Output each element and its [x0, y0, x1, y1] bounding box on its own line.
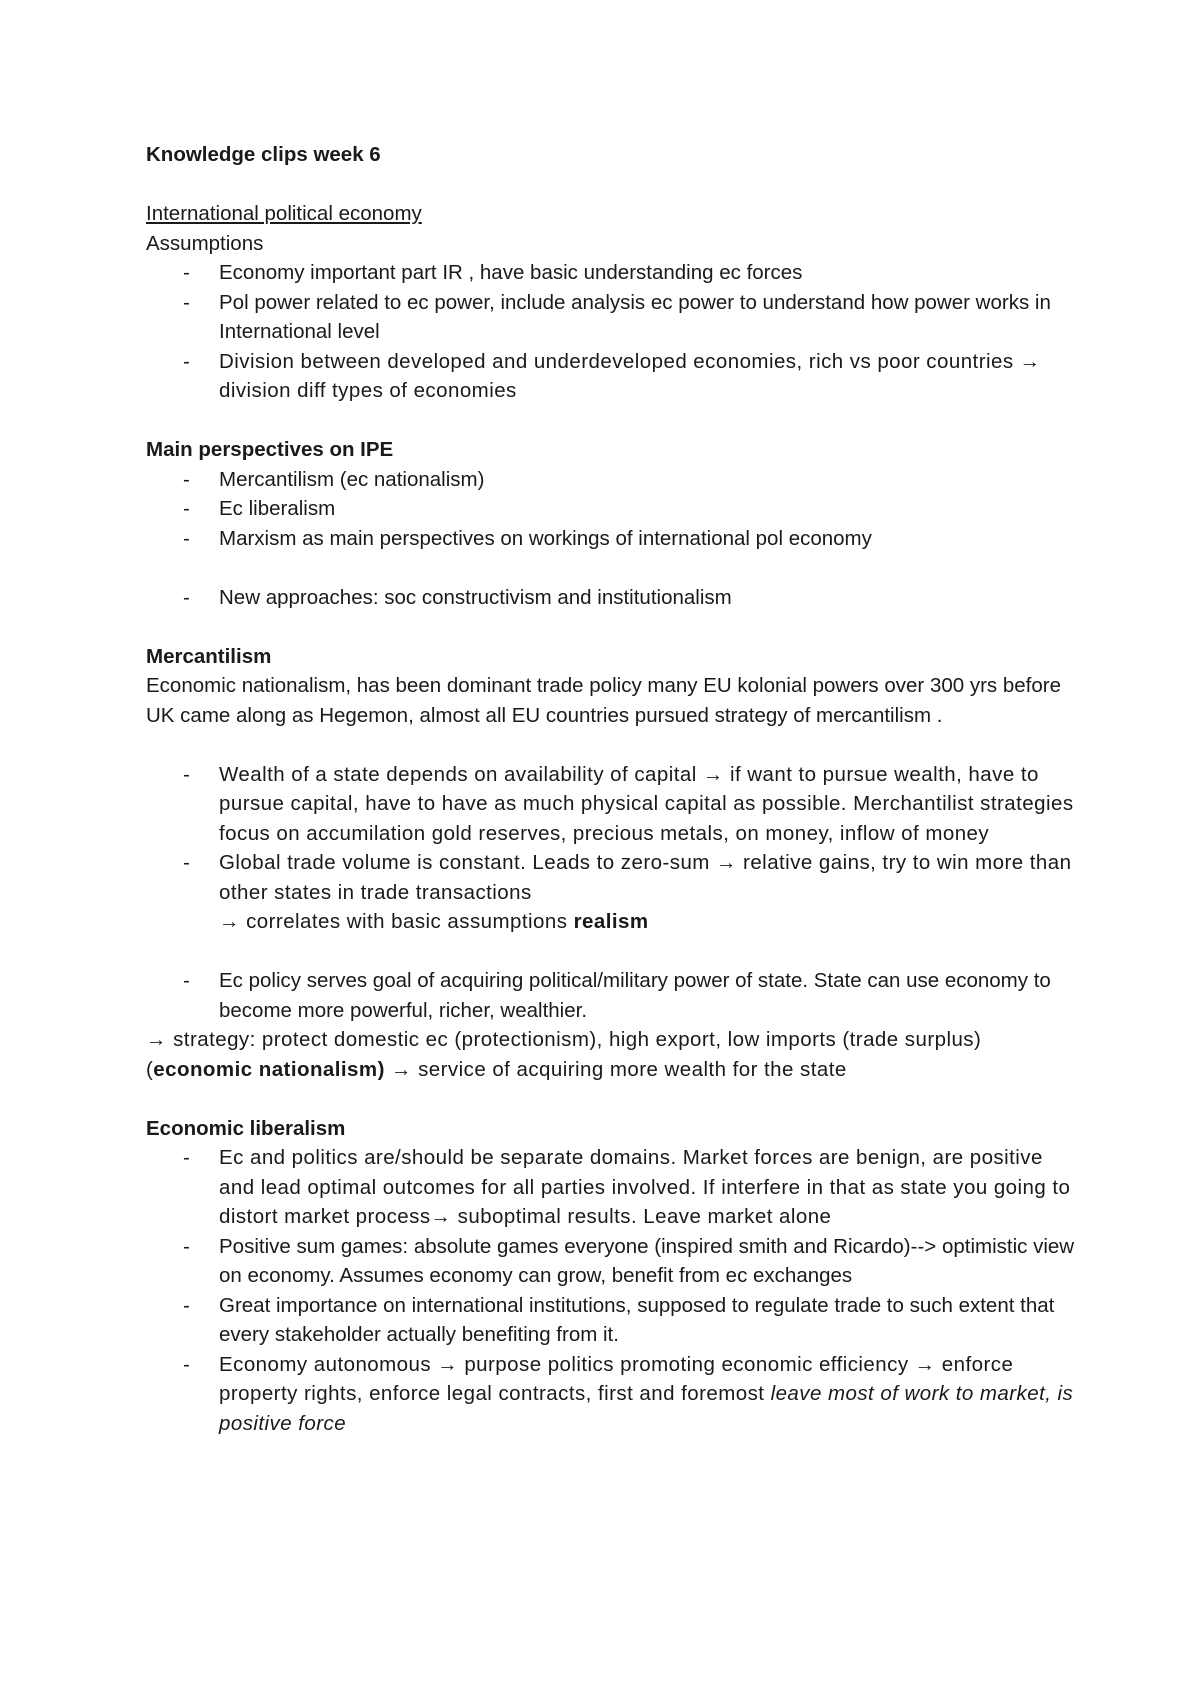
liberalism-list: [146, 1143, 1076, 1438]
document-page: [146, 140, 1076, 1438]
list-item: - Division between developed and underdeveloped economies, rich vs poor countries → division diff types of economies: [146, 347, 1076, 406]
assumptions-subheading: Assumptions: [146, 231, 264, 255]
emphasis-economic-nationalism: economic nationalism): [153, 1057, 385, 1081]
spacer: [146, 170, 1076, 200]
spacer: [146, 937, 1076, 967]
strategy-text-end: → service of acquiring more wealth for the state: [384, 1057, 847, 1081]
mercantilism-list: [146, 760, 1076, 937]
spacer: [146, 1084, 1076, 1114]
list-item: - Pol power related to ec power, include analysis ec power to understand how power works in International level: [146, 288, 1076, 347]
new-approaches-list: [146, 583, 1076, 613]
spacer: [146, 553, 1076, 583]
emphasis-realism: realism: [573, 910, 649, 933]
spacer: [146, 406, 1076, 436]
list-item: [146, 848, 1076, 937]
emphasis-leave-to-market: leave most of work to market, is positive force: [219, 1382, 1074, 1435]
list-item: - Mercantilism (ec nationalism): [146, 465, 1076, 495]
ipe-heading: International political economy: [146, 202, 422, 225]
liberalism-heading: Economic liberalism: [146, 1116, 346, 1140]
continuation-text: → correlates with basic assumptions: [219, 910, 574, 933]
list-item-text: - Global trade volume is constant. Leads to zero-sum → relative gains, try to win more than other states in trade transactions: [219, 851, 1072, 904]
list-item: - Economy important part IR , have basic understanding ec forces: [146, 258, 1076, 288]
list-item-continuation: [219, 907, 1076, 937]
list-item: - Wealth of a state depends on availability of capital → if want to pursue wealth, have to pursue capital, have to have as much physical capital as possible. Merchantilist strategies focus on accumilation gold reserves, precious metals, on money, inflow of money: [146, 760, 1076, 849]
spacer: [146, 730, 1076, 760]
assumptions-list: [146, 258, 1076, 406]
perspectives-heading: Main perspectives on IPE: [146, 438, 394, 461]
list-item: - Ec and politics are/should be separate domains. Market forces are benign, are positive and lead optimal outcomes for all parties involved. If interfere in that as state you going to distort market process→ suboptimal results. Leave market alone: [146, 1143, 1076, 1232]
list-item: - Positive sum games: absolute games everyone (inspired smith and Ricardo)--> optimistic view on economy. Assumes economy can grow, benefit from ec exchanges: [146, 1232, 1076, 1291]
mercantilism-intro: Economic nationalism, has been dominant trade policy many EU kolonial powers over 300 yrs before UK came along as Hegemon, almost all EU countries pursued strategy of mercantilism .: [146, 674, 1062, 727]
mercantilism-list-2: [146, 966, 1076, 1025]
strategy-text: → strategy: protect domestic ec (protectionism), high export, low imports (trade surplus) (: [146, 1028, 982, 1081]
list-item: - New approaches: soc constructivism and institutionalism: [146, 583, 1076, 613]
mercantilism-heading: Mercantilism: [146, 644, 272, 668]
list-item: - Ec liberalism: [146, 494, 1076, 524]
strategy-paragraph: [146, 1025, 1076, 1084]
list-item: [146, 1350, 1076, 1439]
list-item: - Ec policy serves goal of acquiring political/military power of state. State can use economy to become more powerful, richer, wealthier.: [146, 966, 1076, 1025]
spacer: [146, 612, 1076, 642]
list-item: - Marxism as main perspectives on workings of international pol economy: [146, 524, 1076, 554]
perspectives-list: [146, 465, 1076, 554]
list-item-text: Economy autonomous → purpose politics promoting economic efficiency → enforce property rights, enforce legal contracts, first and foremost: [219, 1352, 1014, 1405]
list-item: - Great importance on international institutions, supposed to regulate trade to such extent that every stakeholder actually benefiting from it.: [146, 1291, 1076, 1350]
document-title: Knowledge clips week 6: [146, 143, 381, 166]
